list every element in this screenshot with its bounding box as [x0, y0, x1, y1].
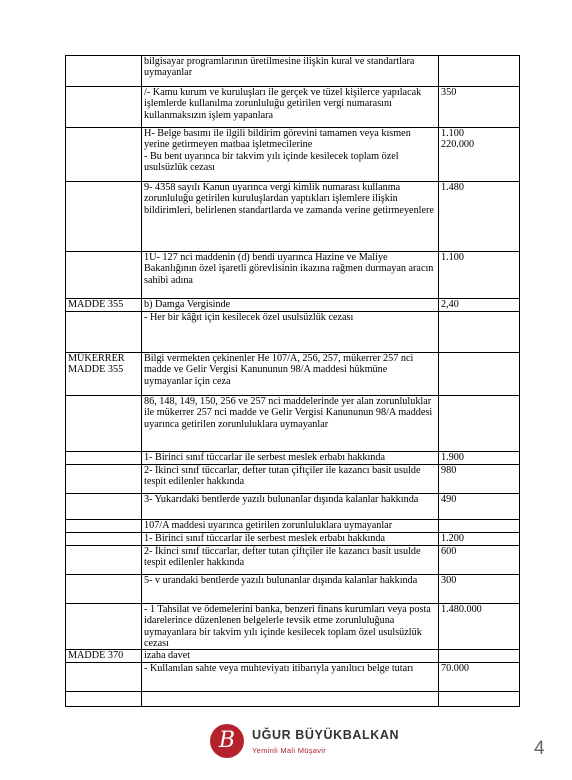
article-cell: [66, 312, 142, 353]
article-cell: [66, 252, 142, 299]
description-cell: b) Damga Vergisinde: [142, 299, 439, 312]
amount-cell: 2,40: [439, 299, 520, 312]
amount-cell: 300: [439, 575, 520, 604]
amount-cell: 1.480.000: [439, 604, 520, 650]
article-cell: [66, 663, 142, 692]
table-row: [66, 396, 520, 452]
article-cell: [66, 128, 142, 182]
amount-cell: 1.100: [439, 252, 520, 299]
amount-cell: 980: [439, 465, 520, 494]
description-cell: [142, 692, 439, 707]
table-row: [66, 452, 520, 465]
article-cell: [66, 692, 142, 707]
description-cell: bilgisayar programlarının üretilmesine ilişkin kural ve standartlara uymayanlar: [142, 56, 439, 87]
table-row: [66, 604, 520, 650]
amount-cell: 1.480: [439, 182, 520, 252]
table-row: [66, 494, 520, 520]
table-row: [66, 546, 520, 575]
amount-cell: [439, 396, 520, 452]
amount-cell: 1.900: [439, 452, 520, 465]
description-cell: - Kullanılan sahte veya muhteviyatı itibarıyla yanıltıcı belge tutarı: [142, 663, 439, 692]
description-cell: 5- v urandaki bentlerde yazılı bulunanlar dışında kalanlar hakkında: [142, 575, 439, 604]
brand-name: UĞUR BÜYÜKBALKAN: [252, 728, 400, 742]
page-number: 4: [534, 738, 545, 759]
description-cell: Bilgi vermekten çekinenler He 107/A, 256, 257, mükerrer 257 nci madde ve Gelir Vergisi Kanununun 98/A maddesi hükmüne uymayanlar için ceza: [142, 353, 439, 396]
article-cell: [66, 56, 142, 87]
article-cell: [66, 465, 142, 494]
amount-cell: [439, 312, 520, 353]
description-cell: 1- Birinci sınıf tüccarlar ile serbest meslek erbabı hakkında: [142, 452, 439, 465]
article-cell: [66, 452, 142, 465]
penalty-table-body: [66, 56, 520, 707]
amount-cell: [439, 650, 520, 663]
amount-cell: 600: [439, 546, 520, 575]
table-row: [66, 56, 520, 87]
article-cell: [66, 396, 142, 452]
table-row: [66, 182, 520, 252]
amount-cell: 1.200: [439, 533, 520, 546]
description-cell: - Her bir kâğıt için kesilecek özel usulsüzlük cezası: [142, 312, 439, 353]
description-cell: 1U- 127 nci maddenin (d) bendi uyarınca Hazine ve Maliye Bakanlığının özel işaretli görevlisinin ikazına rağmen durmayan aracın sahibi adına: [142, 252, 439, 299]
table-row: [66, 692, 520, 707]
description-cell: 1- Birinci sınıf tüccarlar ile serbest meslek erbabı hakkında: [142, 533, 439, 546]
amount-cell: [439, 692, 520, 707]
description-cell: 9- 4358 sayılı Kanun uyarınca vergi kimlik numarası kullanma zorunluluğu getirilen kuruluşlardan yaptıkları işlemlere ilişkin bildirimleri, belirlenen standartlarda ve zamanda verine getirmeyenlere: [142, 182, 439, 252]
footer-brand: [210, 722, 410, 762]
amount-cell: 350: [439, 87, 520, 128]
amount-cell: [439, 520, 520, 533]
table-row: [66, 353, 520, 396]
table-row: [66, 252, 520, 299]
description-cell: 86, 148, 149, 150, 256 ve 257 nci maddelerinde yer alan zorunluluklar ile mükerrer 257 nci madde ve Gelir Vergisi Kanununun 98/A maddesi uyarınca getirilen zorunluluklara uymayanlar: [142, 396, 439, 452]
brand-subtitle: Yeminli Mali Müşavir: [252, 746, 327, 755]
table-row: [66, 533, 520, 546]
article-cell: [66, 520, 142, 533]
article-cell: [66, 182, 142, 252]
table-row: [66, 575, 520, 604]
table-row: [66, 312, 520, 353]
description-cell: 107/A maddesi uyarınca getirilen zorunluluklara uymayanlar: [142, 520, 439, 533]
table-row: [66, 650, 520, 663]
description-cell: /- Kamu kurum ve kuruluşları ile gerçek ve tüzel kişilerce yapılacak işlemlerde kullanılma zorunluluğu getirilen vergi numarasını kullanmaksızın işlem yapanlara: [142, 87, 439, 128]
table-row: [66, 87, 520, 128]
amount-cell: [439, 56, 520, 87]
amount-cell: [439, 353, 520, 396]
article-cell: MADDE 370: [66, 650, 142, 663]
amount-cell: 1.100 220.000: [439, 128, 520, 182]
table-row: [66, 520, 520, 533]
article-cell: MÜKERRER MADDE 355: [66, 353, 142, 396]
article-cell: [66, 604, 142, 650]
description-cell: - 1 Tahsilat ve ödemelerini banka, benzeri finans kurumları veya posta idarelerince düzenlenen belgelerle tevsik etme zorunluluğuna uymayanlara bir takvim yılı içinde kesilecek toplam özel usulsüzlük cezası: [142, 604, 439, 650]
penalty-table: [65, 55, 520, 707]
description-cell: H- Belge basımı ile ilgili bildirim görevini tamamen veya kısmen yerine getirmeyen matbaa işletmecilerine - Bu bent uyarınca bir takvim yılı içinde kesilecek toplam özel usulsüzlük cezası: [142, 128, 439, 182]
table-row: [66, 663, 520, 692]
amount-cell: 70.000: [439, 663, 520, 692]
article-cell: MADDE 355: [66, 299, 142, 312]
description-cell: 3- Yukarıdaki bentlerde yazılı bulunanlar dışında kalanlar hakkında: [142, 494, 439, 520]
table-row: [66, 465, 520, 494]
table-row: [66, 299, 520, 312]
description-cell: 2- İkinci sınıf tüccarlar, defter tutan çiftçiler ile kazancı basit usulde tespit edilenler hakkında: [142, 465, 439, 494]
amount-cell: 490: [439, 494, 520, 520]
description-cell: izaha davet: [142, 650, 439, 663]
article-cell: [66, 546, 142, 575]
article-cell: [66, 533, 142, 546]
article-cell: [66, 87, 142, 128]
brand-logo-icon: B: [210, 724, 244, 758]
description-cell: 2- İkinci sınıf tüccarlar, defter tutan çiftçiler ile kazancı basit usulde tespit edilenler hakkında: [142, 546, 439, 575]
table-row: [66, 128, 520, 182]
article-cell: [66, 575, 142, 604]
article-cell: [66, 494, 142, 520]
